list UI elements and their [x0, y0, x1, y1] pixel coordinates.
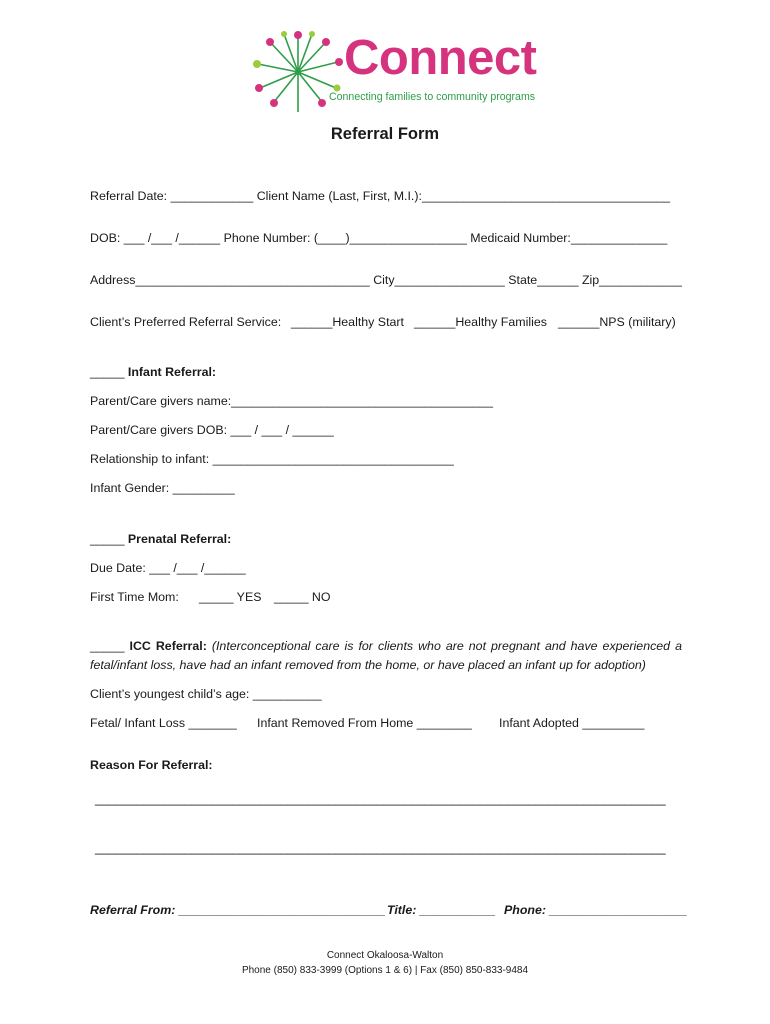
service-healthy-start[interactable]: ______Healthy Start	[291, 315, 404, 329]
infant-referral-heading	[90, 365, 216, 379]
icc-referral-heading	[90, 639, 682, 653]
service-label: Client’s Preferred Referral Service:	[90, 315, 282, 329]
reason-heading	[90, 758, 213, 772]
first-time-mom-no[interactable]: _____ NO	[274, 590, 331, 604]
service-nps[interactable]: ______NPS (military)	[558, 315, 676, 329]
prenatal-referral-blank[interactable]: _____	[90, 532, 125, 546]
icc-referral-blank[interactable]: _____	[90, 639, 125, 653]
phone-field-text: Phone: ____________________	[504, 903, 688, 917]
logo-wordmark: Connect	[344, 31, 537, 85]
infant-removed-field[interactable]: Infant Removed From Home ________	[257, 716, 472, 730]
first-time-mom-label: First Time Mom:	[90, 590, 179, 604]
referral-from-text: Referral From: ______________________________	[90, 903, 386, 917]
first-time-mom-yes[interactable]: _____ YES	[199, 590, 262, 604]
referral-from-field[interactable]	[90, 903, 386, 917]
reason-heading-text: Reason For Referral:	[90, 758, 213, 772]
client-info-row-3[interactable]: Address__________________________________ City________________ State______ Zip____________	[90, 273, 682, 287]
infant-adopted-field[interactable]: Infant Adopted _________	[499, 716, 645, 730]
caregiver-dob-field[interactable]: Parent/Care givers DOB: ___ / ___ / ______	[90, 423, 334, 437]
footer-contact: Phone (850) 833-3999 (Options 1 & 6) | Fax (850) 850-833-9484	[241, 965, 529, 976]
fetal-infant-loss-field[interactable]: Fetal/ Infant Loss _______	[90, 716, 237, 730]
youngest-child-age-field[interactable]: Client’s youngest child’s age: __________	[90, 687, 322, 701]
icc-description-line-1: (Interconceptional care is for clients who are not pregnant and have experienced a	[211, 639, 682, 653]
title-field-text: Title: ___________	[387, 903, 496, 917]
service-healthy-families[interactable]: ______Healthy Families	[414, 315, 547, 329]
phone-field[interactable]	[504, 903, 687, 917]
client-info-row-2[interactable]: DOB: ___ /___ /______ Phone Number: (____)_________________ Medicaid Number:______________	[90, 231, 668, 245]
client-info-row-1[interactable]: Referral Date: ____________ Client Name (Last, First, M.I.):____________________________________	[90, 189, 671, 203]
icc-description-line-2	[90, 658, 646, 672]
logo-tagline: Connecting families to community programs	[329, 91, 536, 103]
footer-org: Connect Okaloosa-Walton	[326, 950, 444, 961]
title-field[interactable]	[387, 903, 496, 917]
reason-line-1[interactable]: ___________________________________________________________________________________	[95, 792, 666, 806]
icc-referral-title: ICC Referral:	[129, 639, 207, 653]
caregiver-name-field[interactable]: Parent/Care givers name:______________________________________	[90, 394, 494, 408]
prenatal-referral-heading	[90, 532, 231, 546]
icc-description-line-2-text: fetal/infant loss, have had an infant removed from the home, or have placed an infant up for adoption)	[90, 658, 646, 672]
prenatal-referral-title: Prenatal Referral:	[127, 532, 232, 546]
relationship-field[interactable]: Relationship to infant: ___________________________________	[90, 452, 454, 466]
infant-referral-title: Infant Referral:	[127, 365, 217, 379]
infant-referral-blank[interactable]: _____	[90, 365, 125, 379]
page-title: Referral Form	[330, 125, 440, 143]
due-date-field[interactable]: Due Date: ___ /___ /______	[90, 561, 246, 575]
infant-gender-field[interactable]: Infant Gender: _________	[90, 481, 235, 495]
reason-line-2[interactable]: ___________________________________________________________________________________	[95, 841, 666, 855]
